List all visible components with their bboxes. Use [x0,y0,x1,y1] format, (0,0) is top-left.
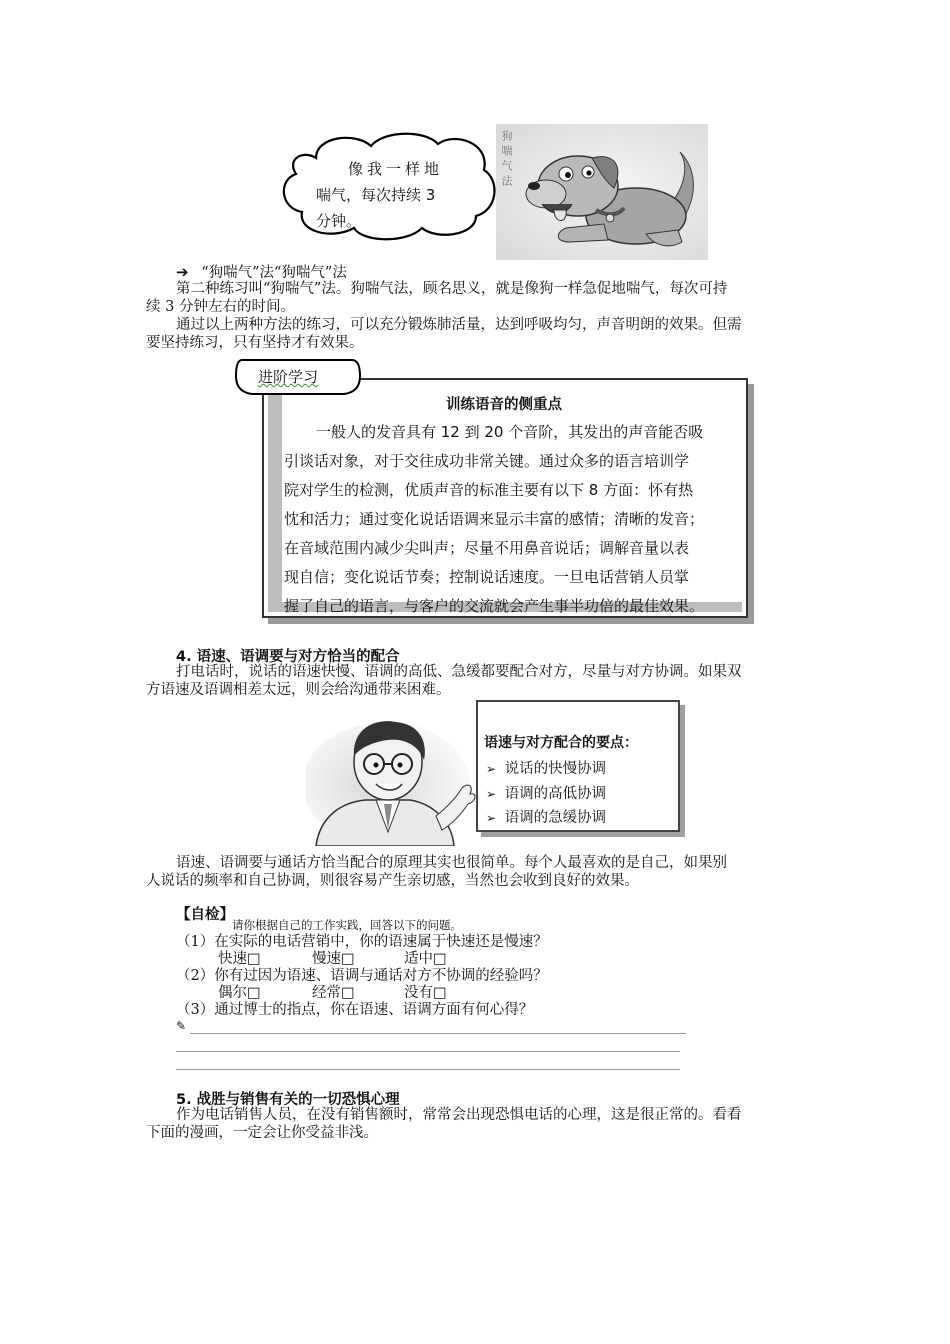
dog-para2-line2: 要坚持练习，只有坚持才有效果。 [146,335,364,351]
selfcheck-q3: （3）通过博士的指点，你在语速、语调方面有何心得？ [176,1002,534,1018]
cloud-line-2: 喘气，每次持续 3 [316,186,436,204]
chevron-right-icon: ➢ [486,787,497,801]
section-5-para-line2: 下面的漫画，一定会让你受益非浅。 [146,1125,378,1141]
answer-line-1[interactable] [190,1033,686,1034]
advanced-line-1: 一般人的发音具有 12 到 20 个音阶，其发出的声音能否吸 [316,423,704,441]
advanced-line-3: 院对学生的检测，优质声音的标准主要有以下 8 方面：怀有热 [284,481,694,499]
selfcheck-q2-opt-sometimes[interactable]: 偶尔□ [218,985,261,1001]
tips-title: 语速与对方配合的要点： [484,735,638,751]
section-5-para-line1: 作为电话销售人员，在没有销售额时，常常会出现恐惧电话的心理，这是很正常的。看看 [176,1107,742,1123]
selfcheck-intro: 请你根据自己的工作实践，回答以下的问题。 [232,918,462,932]
section-4-para-line1: 打电话时，说话的语速快慢、语调的高低、急缓都要配合对方，尽量与对方协调。如果双 [176,664,742,680]
section-4-heading: 4. 语速、语调要与对方恰当的配合 [176,649,400,665]
tips-item-2: ➢ 语调的高低协调 [486,786,607,802]
cloud-line-3: 分钟。 [316,212,362,230]
dog-para1-line1: 第二种练习叫“狗喘气”法。狗喘气法，顾名思义，就是像狗一样急促地喘气，每次可持 [176,281,728,297]
advanced-line-7: 握了自己的语言，与客户的交流就会产生事半功倍的最佳效果。 [284,597,705,615]
dog-method-heading: ➔ “狗喘气”法“狗喘气”法 [176,263,347,281]
chevron-right-icon: ➢ [486,811,497,825]
dog-para2-line1: 通过以上两种方法的练习，可以充分锻炼肺活量，达到呼吸均匀，声音明朗的效果。但需 [176,317,742,333]
selfcheck-q2-opt-often[interactable]: 经常□ [312,985,355,1001]
chevron-right-icon: ➢ [486,762,497,776]
advanced-study-body [284,418,704,621]
box-shade-left [268,384,282,612]
arrow-right-icon: ➔ [176,263,189,281]
section-4-para2-line2: 人说话的频率和自己协调，则很容易产生亲切感，当然也会收到良好的效果。 [146,873,639,889]
pencil-icon: ✎ [176,1019,187,1033]
advanced-line-6: 现自信；变化说话节奏；控制说话速度。一旦电话营销人员掌 [284,568,690,586]
dog-vertical-caption: 狗喘气法 [500,130,513,190]
selfcheck-q1: （1）在实际的电话营销中，你的语速属于快速还是慢速？ [176,934,548,950]
section-5-heading: 5. 战胜与销售有关的一切恐惧心理 [176,1092,400,1108]
cloud-line-1: 像我一样地 [348,160,444,178]
answer-line-2[interactable] [176,1051,680,1052]
advanced-line-4: 忱和活力；通过变化说话语调来显示丰富的感情；清晰的发音； [284,510,705,528]
advanced-line-2: 引谈话对象，对于交往成功非常关键。通过众多的语言培训学 [284,452,690,470]
advanced-study-tab-label: 进阶学习 [258,368,319,386]
dog-illustration [496,124,708,260]
selfcheck-q2-opt-never[interactable]: 没有□ [404,985,447,1001]
tips-item-1: ➢ 说话的快慢协调 [486,761,607,777]
selfcheck-q1-opt-medium[interactable]: 适中□ [404,951,447,967]
dog-para1-line2: 续 3 分钟左右的时间。 [146,299,295,315]
selfcheck-q1-opt-slow[interactable]: 慢速□ [312,951,355,967]
selfcheck-q2: （2）你有过因为语速、语调与通话对方不协调的经验吗？ [176,968,548,984]
doctor-illustration [306,712,482,846]
advanced-study-title: 训练语音的侧重点 [446,397,562,413]
selfcheck-q1-opt-fast[interactable]: 快速□ [218,951,261,967]
selfcheck-heading: 【自检】 [176,907,234,923]
section-4-para-line2: 方语速及语调相差太远，则会给沟通带来困难。 [146,682,451,698]
answer-line-3[interactable] [176,1069,680,1070]
tips-item-3: ➢ 语调的急缓协调 [486,810,607,826]
advanced-line-5: 在音域范围内减少尖叫声；尽量不用鼻音说话；调解音量以表 [284,539,690,557]
section-4-para2-line1: 语速、语调要与通话方恰当配合的原理其实也很简单。每个人最喜欢的是自己，如果别 [176,855,727,871]
